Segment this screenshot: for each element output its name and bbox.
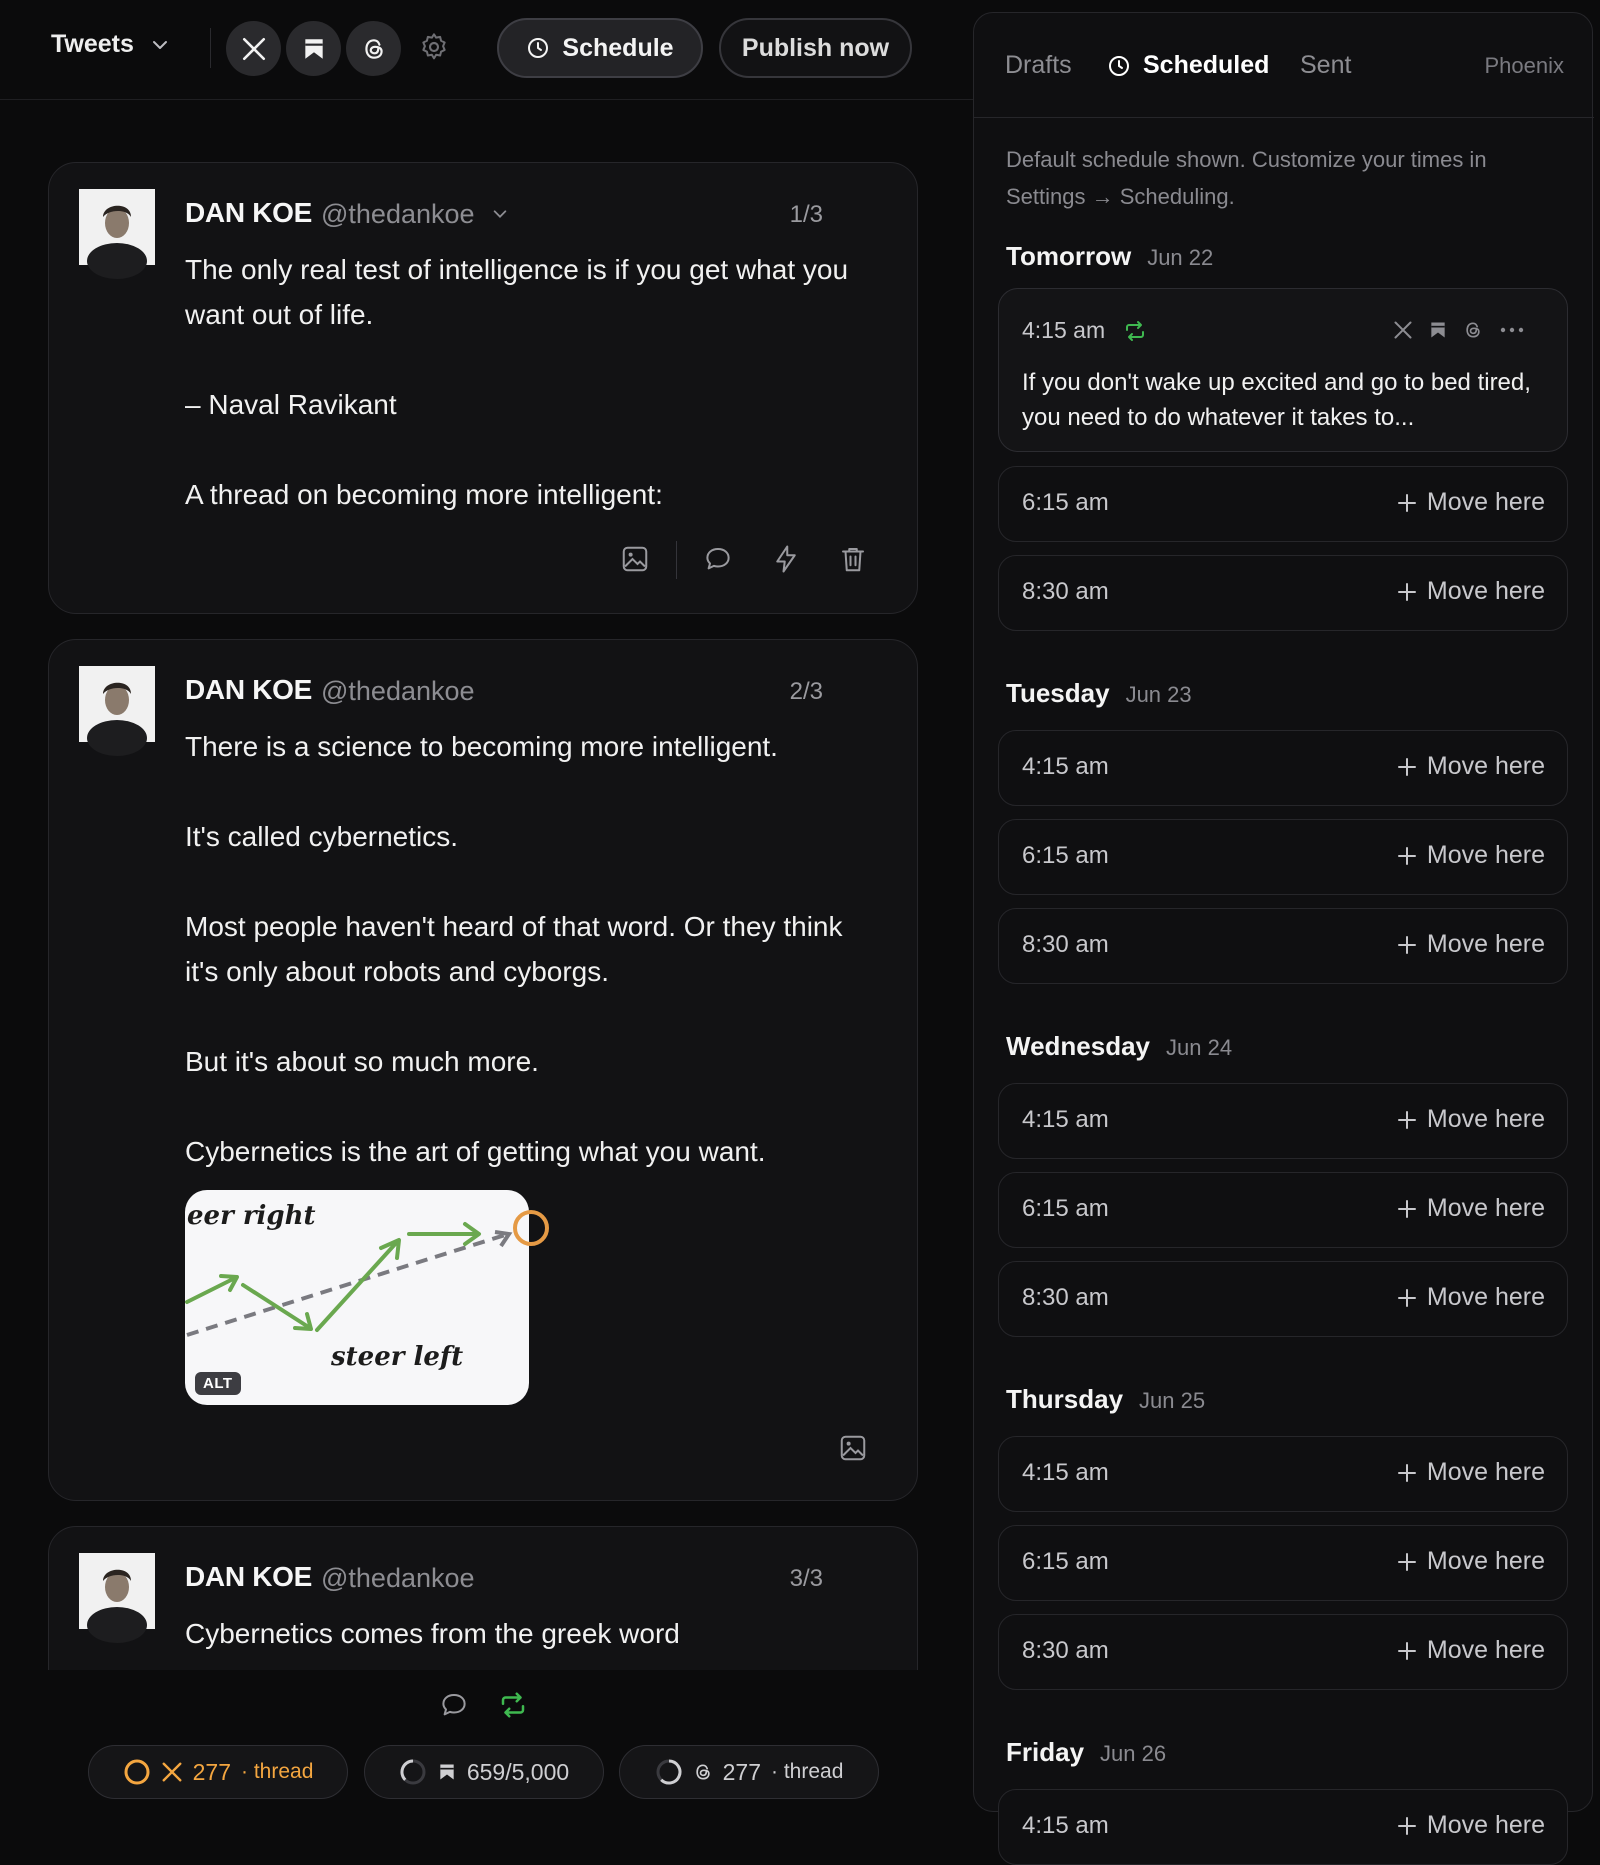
plus-icon [1397,1288,1417,1308]
linkedin-platform-toggle[interactable] [286,21,341,76]
composer-toolbar [0,0,973,100]
plus-icon [1397,935,1417,955]
time-slot[interactable] [998,1083,1568,1159]
author-name: DAN KOE [185,674,313,705]
tweet-paragraph: Cybernetics is the art of getting what you want. [185,1136,766,1167]
move-here-button[interactable] [1397,930,1545,959]
toolbar-divider [210,28,211,68]
day-name: Tuesday [1006,678,1110,708]
threads-platform-toggle[interactable] [346,21,401,76]
time-slot[interactable] [998,1436,1568,1512]
scheduled-post-text: If you don't wake up excited and go to bed tired, you need to do whatever it takes to... [1022,369,1531,431]
time-slot[interactable] [998,1261,1568,1337]
action-divider [676,541,677,579]
tweet-paragraph: The only real test of intelligence is if you get what you want out of life. [185,254,849,330]
time-slot[interactable] [998,730,1568,806]
avatar [79,666,155,742]
plus-icon [1397,1641,1417,1661]
tweet-paragraph: A thread on becoming more intelligent: [185,479,663,510]
linkedin-icon [301,36,327,62]
x-logo-icon [241,36,267,62]
tweet-paragraph: But it's about so much more. [185,1046,539,1077]
move-here-button[interactable] [1397,1458,1545,1487]
day-header [1006,1737,1166,1768]
linkedin-character-count [364,1745,604,1799]
author-handle: @thedankoe [321,199,475,229]
image-text-bottom: steer left [331,1342,464,1372]
tweet-paragraph: Most people haven't heard of that word. Or they think it's only about robots and cyborgs. [185,911,843,987]
x-count: 277 [192,1758,231,1785]
schedule-tabs [974,13,1594,118]
delete-tweet-button[interactable] [838,544,868,574]
schedule-panel [973,12,1593,1839]
time-slot[interactable] [998,1172,1568,1248]
day-name: Wednesday [1006,1031,1151,1061]
add-comment-button[interactable] [439,1690,469,1720]
day-date: Jun 24 [1166,1035,1233,1060]
linkedin-icon [1428,320,1448,340]
image-text-top: eer right [187,1201,316,1231]
clock-icon [526,36,550,60]
boost-button[interactable] [771,544,801,574]
day-header [1006,1384,1205,1415]
move-here-button[interactable] [1397,1194,1545,1223]
slot-time: 4:15 am [1022,1812,1109,1839]
tweet-card-2[interactable] [48,639,918,1501]
author-handle: @thedankoe [321,676,475,706]
threads-thread-label: · thread [771,1760,844,1783]
day-date: Jun 23 [1125,682,1192,707]
tweet-text[interactable] [185,1611,875,1656]
slot-time: 8:30 am [1022,1284,1109,1311]
move-here-label: Move here [1426,752,1545,780]
move-here-button[interactable] [1397,1105,1545,1134]
time-slot[interactable] [998,819,1568,895]
time-slot[interactable] [998,1614,1568,1690]
threads-icon [361,36,387,62]
schedule-button[interactable] [497,18,703,78]
image-icon [838,1433,868,1463]
tweet-text[interactable] [185,247,875,517]
tab-scheduled-label: Scheduled [1143,51,1270,79]
tweet-paragraph: It's called cybernetics. [185,821,459,852]
slot-time: 6:15 am [1022,842,1109,869]
day-header [1006,678,1192,709]
plus-icon [1397,493,1417,513]
slot-time: 8:30 am [1022,931,1109,958]
chevron-down-icon [150,35,170,55]
trash-icon [838,544,868,574]
move-here-label: Move here [1426,1105,1545,1133]
add-image-button[interactable] [620,544,650,574]
add-image-button[interactable] [838,1433,868,1463]
move-here-label: Move here [1426,1283,1545,1311]
schedule-label: Schedule [562,33,674,62]
move-here-label: Move here [1426,841,1545,869]
progress-ring-icon [123,1758,151,1786]
auto-repost-toggle[interactable] [498,1690,528,1720]
gear-icon [418,31,450,63]
day-name: Friday [1006,1737,1085,1767]
author-handle: @thedankoe [321,1563,475,1593]
progress-ring-icon [399,1758,427,1786]
tweet-paragraph: There is a science to becoming more intelligent. [185,731,778,762]
image-icon [620,544,650,574]
thread-position: 2/3 [789,678,823,705]
publish-now-button[interactable] [719,18,912,78]
plus-icon [1397,1199,1417,1219]
author-name: DAN KOE [185,1561,313,1592]
plus-icon [1397,1552,1417,1572]
time-slot[interactable] [998,908,1568,984]
tweet-image[interactable] [185,1190,529,1405]
linkedin-icon [437,1762,457,1782]
schedule-note: Default schedule shown. Customize your times in Settings → Scheduling. [1006,147,1487,209]
move-here-label: Move here [1426,577,1545,605]
settings-button[interactable] [418,31,450,63]
plus-icon [1397,757,1417,777]
move-here-button[interactable] [1397,841,1545,870]
day-header [1006,1031,1232,1062]
tab-drafts[interactable]: Drafts [1005,51,1072,79]
slot-time: 6:15 am [1022,1195,1109,1222]
move-here-label: Move here [1426,930,1545,958]
threads-icon [1463,320,1483,340]
move-here-button[interactable] [1397,488,1545,517]
move-here-button[interactable] [1397,1547,1545,1576]
move-here-button[interactable] [1397,1811,1545,1840]
plus-icon [1397,582,1417,602]
day-date: Jun 25 [1139,1388,1206,1413]
comment-icon [439,1690,469,1720]
lightning-icon [771,544,801,574]
slot-time: 8:30 am [1022,1637,1109,1664]
x-logo-icon [161,1761,183,1783]
day-date: Jun 26 [1100,1741,1167,1766]
slot-time: 4:15 am [1022,1106,1109,1133]
progress-ring-icon [655,1758,683,1786]
time-slot[interactable] [998,555,1568,631]
account-switcher[interactable] [491,205,509,223]
move-here-button[interactable] [1397,752,1545,781]
time-slot[interactable] [998,1789,1568,1865]
more-icon[interactable] [1499,320,1525,340]
time-slot[interactable] [998,1525,1568,1601]
plus-icon [1397,846,1417,866]
content-type-selector[interactable] [51,30,170,59]
move-here-label: Move here [1426,1194,1545,1222]
slot-time: 6:15 am [1022,489,1109,516]
scheduled-post-card[interactable] [998,288,1568,452]
move-here-label: Move here [1426,1547,1545,1575]
tab-sent[interactable]: Sent [1300,51,1352,79]
move-here-label: Move here [1426,1636,1545,1664]
plus-icon [1397,1110,1417,1130]
plus-icon [1397,1816,1417,1836]
workspace-name[interactable]: Phoenix [1484,53,1564,78]
plus-icon [1397,1463,1417,1483]
tab-scheduled[interactable] [1107,51,1269,80]
day-name: Thursday [1006,1384,1124,1414]
day-date: Jun 22 [1147,245,1214,270]
tweet-card-1[interactable] [48,162,918,614]
move-here-button[interactable] [1397,1636,1545,1665]
comment-icon [703,544,733,574]
tweet-text[interactable] [185,724,875,1174]
clock-icon [1107,54,1131,78]
x-thread-label: · thread [241,1760,314,1783]
move-here-button[interactable] [1397,1283,1545,1312]
tweet-paragraph: – Naval Ravikant [185,389,397,420]
x-character-count [88,1745,348,1799]
move-here-label: Move here [1426,488,1545,516]
threads-icon [693,1762,713,1782]
repeat-icon [1123,319,1147,343]
slot-time: 4:15 am [1022,1459,1109,1486]
move-here-button[interactable] [1397,577,1545,606]
thread-position: 1/3 [789,201,823,228]
avatar [79,1553,155,1629]
move-here-label: Move here [1426,1458,1545,1486]
publish-now-label: Publish now [741,33,890,62]
day-header [1006,241,1213,272]
avatar [79,189,155,265]
tweet-paragraph: Cybernetics comes from the greek word [185,1618,680,1649]
day-name: Tomorrow [1006,241,1132,271]
threads-character-count [619,1745,879,1799]
time-slot[interactable] [998,466,1568,542]
slot-time: 4:15 am [1022,753,1109,780]
x-logo-icon [1393,320,1413,340]
linkedin-count: 659/5,000 [466,1758,570,1785]
content-type-label: Tweets [51,30,134,58]
repeat-icon [498,1690,528,1720]
thread-position: 3/3 [789,1565,823,1592]
chevron-down-icon [491,205,509,223]
scheduled-time: 4:15 am [1022,317,1106,343]
slot-time: 6:15 am [1022,1548,1109,1575]
comment-button[interactable] [703,544,733,574]
author-name: DAN KOE [185,197,313,228]
alt-text-badge[interactable]: ALT [195,1372,241,1395]
move-here-label: Move here [1426,1811,1545,1839]
threads-count: 277 [722,1758,761,1785]
x-platform-toggle[interactable] [226,21,281,76]
slot-time: 8:30 am [1022,578,1109,605]
